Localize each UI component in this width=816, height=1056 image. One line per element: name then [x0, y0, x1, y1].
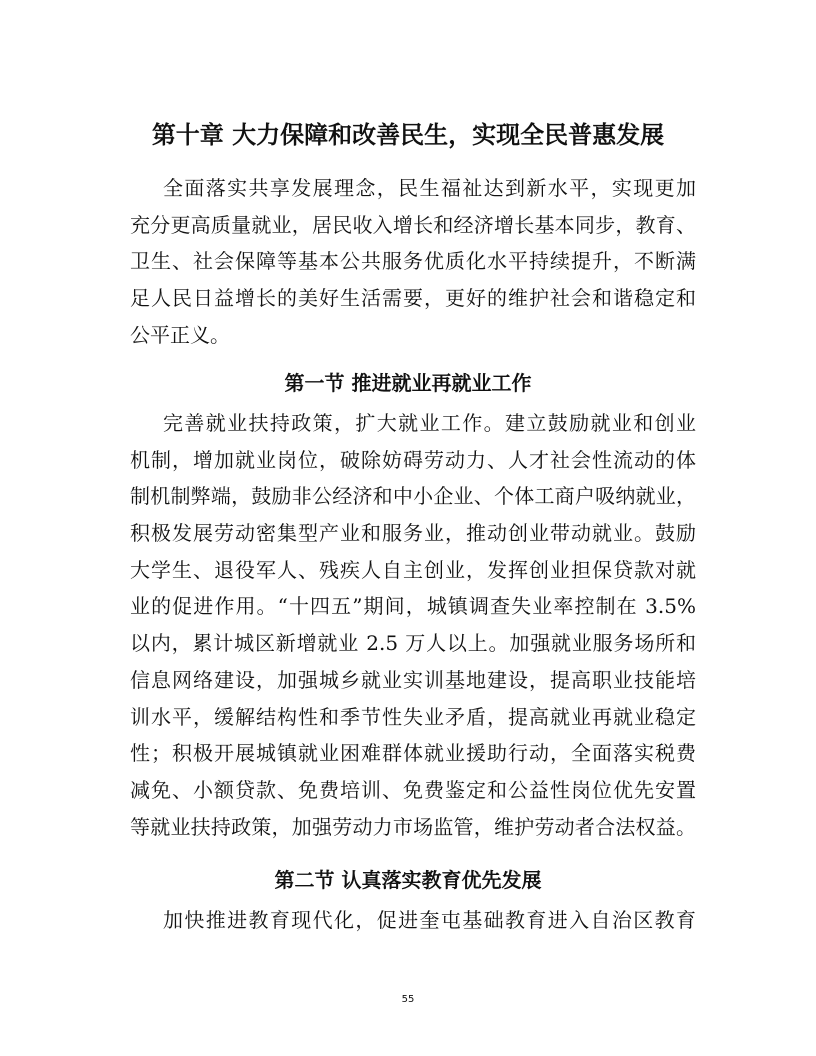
body-line: 等就业扶持政策，加强劳动力市场监管，维护劳动者合法权益。	[130, 814, 696, 839]
employment-paragraph	[130, 405, 696, 845]
body-line: 积极发展劳动密集型产业和服务业，推动创业带动就业。鼓励	[130, 521, 696, 546]
page-number: 55	[401, 994, 415, 1005]
chapter-title: 第十章 大力保障和改善民生，实现全民普惠发展	[151, 120, 665, 149]
body-line: 业的促进作用。“十四五”期间，城镇调查失业率控制在 3.5%	[130, 594, 696, 619]
body-line: 完善就业扶持政策，扩大就业工作。建立鼓励就业和创业	[163, 411, 696, 435]
body-line: 卫生、社会保障等基本公共服务优质化水平持续提升，不断满	[130, 249, 696, 274]
body-line: 训水平，缓解结构性和季节性失业矛盾，提高就业再就业稳定	[130, 704, 696, 729]
body-line: 信息网络建设，加强城乡就业实训基地建设，提高职业技能培	[130, 667, 696, 692]
body-line: 公平正义。	[130, 322, 230, 347]
intro-paragraph	[130, 170, 696, 353]
body-line: 机制，增加就业岗位，破除妨碍劳动力、人才社会性流动的体	[130, 447, 696, 472]
body-line: 减免、小额贷款、免费培训、免费鉴定和公益性岗位优先安置	[130, 777, 696, 802]
section-heading-employment: 第一节 推进就业再就业工作	[284, 371, 532, 395]
body-line: 充分更高质量就业，居民收入增长和经济增长基本同步，教育、	[130, 212, 696, 237]
body-line: 全面落实共享发展理念，民生福祉达到新水平，实现更加	[163, 176, 696, 200]
education-paragraph	[130, 902, 696, 939]
body-line: 加快推进教育现代化，促进奎屯基础教育进入自治区教育	[163, 908, 696, 932]
section-heading-education: 第二节 认真落实教育优先发展	[274, 868, 542, 892]
body-line: 制机制弊端，鼓励非公经济和中小企业、个体工商户吸纳就业，	[130, 484, 696, 509]
body-line: 足人民日益增长的美好生活需要，更好的维护社会和谐稳定和	[130, 286, 696, 311]
body-line: 性；积极开展城镇就业困难群体就业援助行动，全面落实税费	[130, 741, 696, 766]
body-line: 以内，累计城区新增就业 2.5 万人以上。加强就业服务场所和	[130, 631, 696, 656]
body-line: 大学生、退役军人、残疾人自主创业，发挥创业担保贷款对就	[130, 557, 696, 582]
